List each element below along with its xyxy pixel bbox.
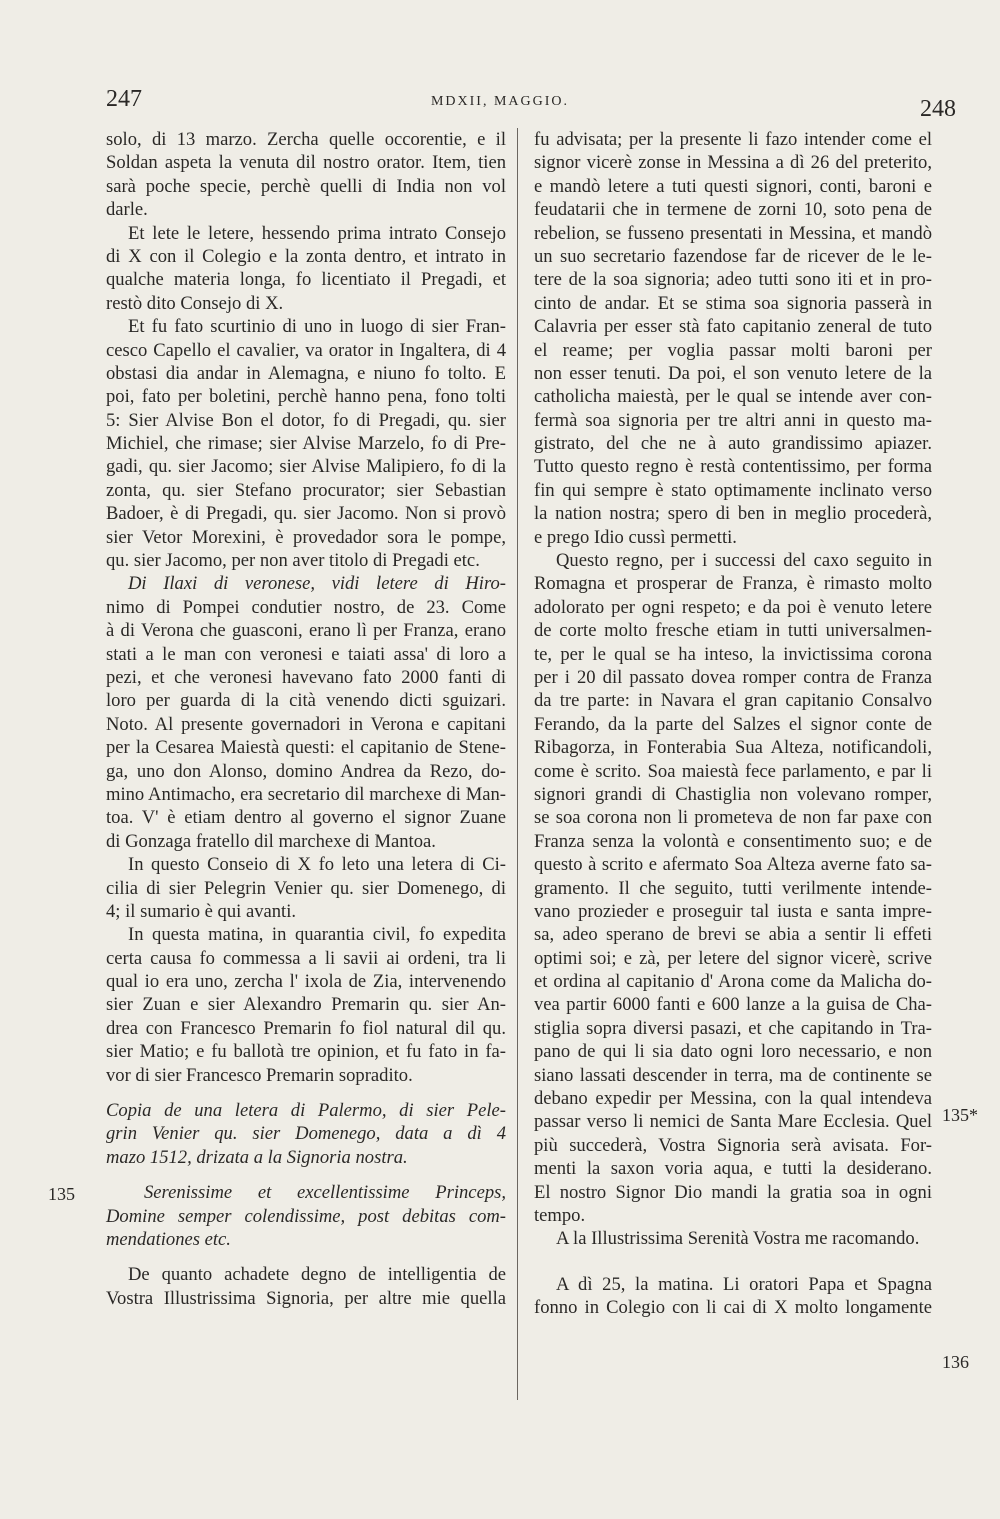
text-line: poi, fato per boletini, perchè hanno pena, fono tolti [106,386,506,408]
text-line: e prego Idio cussì permetti. [534,526,737,548]
text-line: di Gonzaga fratello dil marchexe di Mantoa. [106,830,436,852]
text-line: fu advisata; per la presente li fazo intender come el [534,129,932,150]
text-line: In questo Conseio di X fo leto una letera di Ci- [128,854,506,876]
text-line: 4; il sumario è qui avanti. [106,900,297,922]
text-line: fonno in Colegio con li cai di X molto longamente [534,1297,932,1319]
page-header [0,86,1000,126]
text-line: sier Matio; e fu ballotà tre opinion, et fu fato in fa- [106,1041,506,1063]
text-line: da tre parte: in Navara el gran capitanio Consalvo [534,690,932,712]
page-number-right: 248 [920,96,956,122]
text-line: Ferando, da la parte del Salzes el signor conte de [534,713,932,735]
text-line: restò dito Consejo di X. [106,292,284,314]
text-line: rebelion, se fusseno presentati in Messina, et mandò [534,222,932,244]
text-line: darle. [106,199,148,221]
text-line: de corte molto fresche etiam in tutti universalmen- [534,620,932,642]
text-line: Tutto questo regno è restà contentissimo, per forma [534,456,932,478]
text-line: cilia di sier Pelegrin Venier qu. sier Domenego, di [106,877,506,899]
margin-note-right: 136 [942,1352,969,1372]
text-line: Michiel, che rimase; sier Alvise Marzelo, fo di Pre- [106,433,506,455]
text-line: sa, adeo sperano de brevi se abia a sentir li effeti [534,924,932,946]
text-line: qual io era uno, zercha l' ixola de Zia, intervenendo [106,971,506,993]
text-line: toa. V' è etiam dentro al governo el signor Zuane [106,807,506,829]
right-column [534,128,932,1320]
text-line: Badoer, è di Pregadi, qu. sier Jacomo. Non si provò [106,503,506,525]
text-line: cinto de andar. Et se stima soa signoria passerà in [534,292,932,314]
text-line: Noto. Al presente governadori in Verona e capitani [106,713,506,735]
text-line: qu. sier Jacomo, per non aver titolo di Pregadi etc. [106,550,480,572]
text-line: drea con Francesco Premarin fo fiol natural dil qu. [106,1017,506,1039]
text-line: non esser tenuti. Da poi, el son venuto letere de la [534,362,932,384]
text-line: stiglia sopra diversi pasazi, et che capitando in Tra- [534,1017,932,1039]
text-line: sier Zuan e sier Alexandro Premarin qu. sier An- [106,994,506,1016]
text-line: tere de la soa signoria; adeo tutti sono iti et in pro- [534,269,932,291]
text-line: nimo di Pompei condutier nostro, de 23. Come [106,596,506,618]
letter-heading-line: mazo 1512, drizata a la Signoria nostra. [106,1146,408,1168]
text-line: sarà poche specie, perchè quelli di India non vol [106,175,506,197]
text-line: di X con il Colegio e la zonta dentro, et intrato in [106,245,506,267]
text-line: Di Ilaxi di veronese, vidi letere di Hiro- [128,573,506,595]
letter-heading-line: grin Venier qu. sier Domenego, data a dì 4 [106,1123,506,1145]
text-line: A la Illustrissima Serenità Vostra me racomando. [556,1228,920,1250]
text-line: obstasi dia andar in Alemagna, e niuno fo tolto. E [106,362,506,384]
text-line: sier Vetor Morexini, è provedador sora le pompe, [106,526,506,548]
text-line: vea partir 6000 fanti e 600 lanze a la guisa de Cha- [534,994,932,1016]
left-column [106,128,506,1310]
text-line: et ordina al capitanio d' Arona come da Malicha do- [534,971,932,993]
text-line: solo, di 13 marzo. Zercha quelle occorentie, e il [106,129,506,150]
text-line: più succederà, Vostra Signoria serà avisata. For- [534,1134,932,1156]
text-line: gistrato, del che ne à auto grandissimo apiazer. [534,433,932,455]
text-line: Calavria per esser stà fato capitanio zeneral de tuto [534,316,932,338]
text-line: Et lete le letere, hessendo prima intrato Consejo [128,222,506,244]
text-line: signor vicerè zonse in Messina a dì 26 del preterito, [534,152,932,174]
text-line: vor di sier Francesco Premarin sopradito. [106,1064,413,1086]
text-line: optimi soi; e zà, per letere del signor vicerè, scrive [534,947,932,969]
text-line: la nation nostra; spero di ben in meglio procederà, [534,503,932,525]
text-line: fin qui sempre è stato optimamente inclinato verso [534,479,932,501]
text-line: tempo. [534,1204,586,1226]
text-line: Questo regno, per i successi del caxo seguito in [556,550,932,572]
text-line: te, per le qual se ha inteso, la invictissima corona [534,643,932,665]
column-divider [517,128,518,1400]
text-line: signori grandi di Chastiglia non volevano romper, [534,783,932,805]
text-line: e mandò letere a tuti questi signori, conti, baroni e [534,175,932,197]
text-line: mino Antimacho, era secretario dil marchexe di Man- [106,783,506,805]
text-line: pano de qui li sia dato ogni loro necessario, e non [534,1041,932,1063]
text-line: De quanto achadete degno de intelligentia de [128,1264,506,1286]
salutation-line: Serenissime et excellentissime Princeps, [144,1182,506,1204]
text-line: à di Verona che guasconi, erano lì per Franza, erano [106,620,506,642]
text-line: questo à scrito e afermato Soa Alteza averne fato sa- [534,854,932,876]
text-line: qualche materia longa, fo licentiato il Pregadi, et [106,269,506,291]
text-line: pezi, et che veronesi havevano fato 2000 fanti di [106,666,506,688]
text-line: per la Cesarea Maiestà questi: el capitanio de Stene- [106,737,506,759]
text-line: fermà soa signoria per tre altri anni in questo ma- [534,409,932,431]
salutation-line: mendationes etc. [106,1228,231,1250]
text-line: certa causa fo commessa a li savii ai ordeni, tra li [106,947,506,969]
running-title: MDXII, MAGGIO. [430,94,570,109]
text-line: debano expedir per Messina, con la qual intendeva [534,1088,932,1110]
text-line: feudatarii che in termene de zorni 10, soto pena de [534,199,932,221]
text-line: gadi, qu. sier Jacomo; sier Alvise Malipiero, fo di la [106,456,506,478]
text-line: loro per guarda di la cità venendo dicti sguizari. [106,690,506,712]
text-line: El nostro Signor Dio mandi la gratia soa in ogni [534,1181,932,1203]
text-line: A dì 25, la matina. Li oratori Papa et Spagna [556,1273,932,1295]
text-line: un suo secretario fazendose far de ricever de le le- [534,245,932,267]
text-line: el reame; per voglia passar molti baroni per [534,339,932,361]
text-line: stati a le man con veronesi e taiati assa' di loro a [106,643,506,665]
text-line: catholicha maiestà, per le qual se intende aver con- [534,386,932,408]
text-line: cesco Capello el cavalier, va orator in Ingaltera, di 4 [106,339,506,361]
text-line: se soa corona non li prometeva de non far paxe con [534,807,932,829]
text-line: Soldan aspeta la venuta dil nostro orator. Item, tien [106,152,506,174]
text-line: Franza senza la volontà e consentimento suo; e de [534,830,932,852]
text-line: adolorato per ogni respeto; e da poi è venuto letere [534,596,932,618]
text-line: come è scrito. Soa maiestà fece parlamento, e par li [534,760,932,782]
text-line: 5: Sier Alvise Bon el dotor, fo di Pregadi, qu. sier [106,409,506,431]
letter-heading-line: Copia de una letera di Palermo, di sier Pele- [106,1100,506,1122]
margin-note-left: 135 [48,1184,75,1204]
page-number-left: 247 [106,86,142,112]
text-line: Ribagorza, in Fonterabia Sua Alteza, notificandoli, [534,737,932,759]
text-line: Et fu fato scurtinio di uno in luogo di sier Fran- [128,316,506,338]
text-line: ga, uno don Alonso, domino Andrea da Rezo, do- [106,760,506,782]
text-line: zonta, qu. sier Stefano procurator; sier Sebastian [106,479,506,501]
text-line: per i 20 dil passato dovea romper contra de Franza [534,666,932,688]
salutation-line: Domine semper colendissime, post debitas com- [106,1205,506,1227]
text-line: gramento. Il che seguito, tutti verilmente intende- [534,877,932,899]
text-line: Romagna et prosperar de Franza, è rimasto molto [534,573,932,595]
text-line: In questa matina, in quarantia civil, fo expedita [128,924,506,946]
text-line: menti la saxon voria aqua, e tutti la desiderano. [534,1158,932,1180]
text-line: vano prozieder e proseguir tal iusta e santa impre- [534,900,932,922]
text-line: Vostra Illustrissima Signoria, per altre mie quella [106,1287,506,1309]
margin-note-right: 135* [942,1105,978,1125]
text-line: passar verso li nemici de Santa Mare Ecclesia. Quel [534,1111,932,1133]
text-line: siano lassati descender in terra, ma de continente se [534,1064,932,1086]
